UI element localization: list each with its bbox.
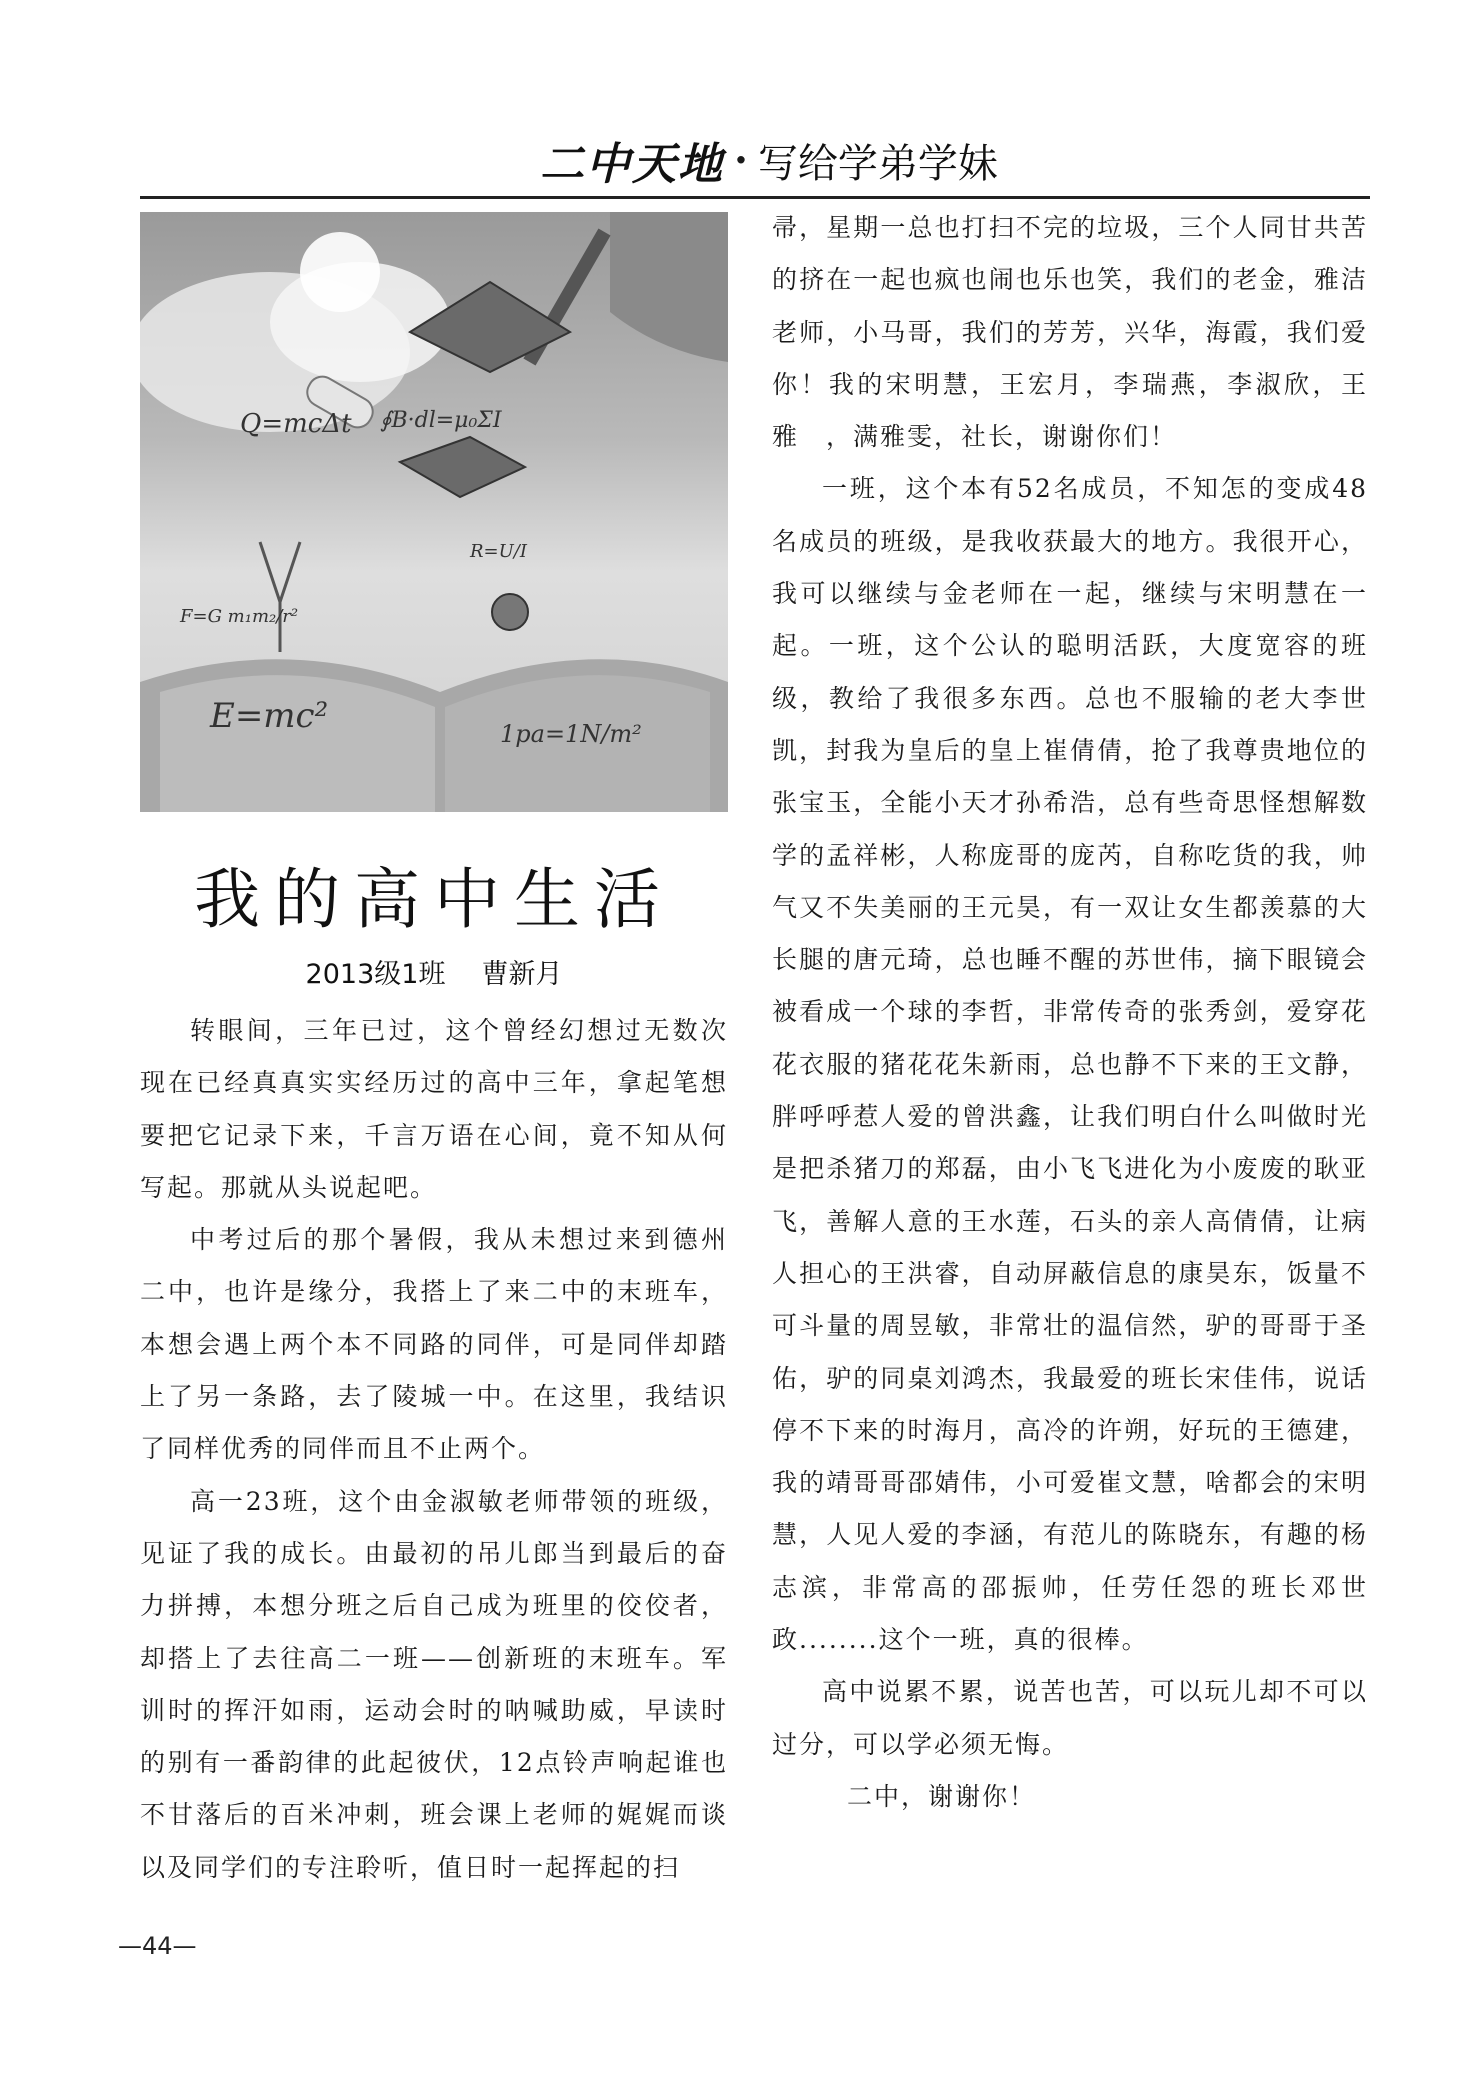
paragraph-arrival: 中考过后的那个暑假，我从未想过来到德州二中，也许是缘分，我搭上了来二中的末班车，本想会遇上两个本不同路的同伴，可是同伴却踏上了另一条路，去了陵城一中。在这里，我结识了同样优秀的同伴而且不止两个。 — [140, 1225, 728, 1464]
formula-ampere: ∮B·dl=μ₀ΣI — [380, 408, 502, 433]
right-column — [772, 202, 1368, 1823]
formula-heat: Q=mcΔt — [240, 409, 352, 439]
left-column — [140, 1005, 728, 1894]
paragraph-continuation: 帚，星期一总也打扫不完的垃圾，三个人同甘共苦的挤在一起也疯也闹也乐也笑，我们的老金，雅洁老师，小马哥，我们的芳芳，兴华，海霞，我们爱你！我的宋明慧，王宏月，李瑞燕，李淑欣，王雅 ，满雅雯，社长，谢谢你们！ — [772, 213, 1368, 452]
paragraph-intro: 转眼间，三年已过，这个曾经幻想过无数次现在已经真真实实经历过的高中三年，拿起笔想要把它记录下来，千言万语在心间，竟不知从何写起。那就从头说起吧。 — [140, 1016, 728, 1202]
formula-resistance: R=U/I — [470, 541, 527, 562]
author-class: 2013级1班 — [305, 959, 446, 990]
formula-energy: E=mc² — [210, 696, 329, 736]
author-name: 曹新月 — [481, 959, 563, 990]
page-header — [540, 132, 1060, 188]
header-separator: · — [734, 136, 748, 184]
article-byline — [140, 952, 728, 991]
article-title: 我的高中生活 — [194, 861, 674, 938]
formula-gravity: F=G m₁m₂/r² — [180, 606, 299, 627]
paragraph-class1: 一班，这个本有52名成员，不知怎的变成48名成员的班级，是我收获最大的地方。我很开心，我可以继续与金老师在一起，继续与宋明慧在一起。一班，这个公认的聪明活跃，大度宽容的班级，教给了我很多东西。总也不服输的老大李世凯，封我为皇后的皇上崔倩倩，抢了我尊贵地位的张宝玉，全能小天才孙希浩，总有些奇思怪想解数学的孟祥彬，人称庞哥的庞芮，自称吃货的我，帅气又不失美丽的王元昊，有一双让女生都羡慕的大长腿的唐元琦，总也睡不醒的苏世伟，摘下眼镜会被看成一个球的李哲，非常传奇的张秀剑，爱穿花花衣服的猪花花朱新雨，总也静不下来的王文静，胖呼呼惹人爱的曾洪鑫，让我们明白什么叫做时光是把杀猪刀的郑磊，由小飞飞进化为小废废的耿亚飞，善解人意的王水莲，石头的亲人高倩倩，让病人担心的王洪睿，自动屏蔽信息的康昊东，饭量不可斗量的周昱敏，非常壮的温信然，驴的哥哥于圣佑，驴的同桌刘鸿杰，我最爱的班长宋佳伟，说话停不下来的时海月，高冷的许朔，好玩的王德建，我的靖哥哥邵婧伟，小可爱崔文慧，啥都会的宋明慧，人见人爱的李涵，有范儿的陈晓东，有趣的杨志滨，非常高的邵振帅，任劳任怨的班长邓世政........这个一班，真的很棒。 — [772, 474, 1368, 1655]
article-illustration — [140, 212, 728, 812]
paragraph-class23: 高一23班，这个由金淑敏老师带领的班级，见证了我的成长。由最初的吊儿郎当到最后的奋力拼搏，本想分班之后自己成为班里的佼佼者，却搭上了去往高二一班——创新班的末班车。军训时的挥汗如雨，运动会时的呐喊助威，早读时的别有一番韵律的此起彼伏，12点铃声响起谁也不甘落后的百米冲刺，班会课上老师的娓娓而谈以及同学们的专注聆听，值日时一起挥起的扫 — [140, 1486, 728, 1882]
section-title: 写给学弟学妹 — [757, 140, 998, 187]
page-number: —44— — [118, 1932, 197, 1960]
paragraph-reflection: 高中说累不累，说苦也苦，可以玩儿却不可以过分，可以学必须无悔。 — [772, 1677, 1368, 1759]
magazine-logo: 二中天地 — [540, 139, 724, 190]
closing-line: 二中，谢谢你！ — [847, 1781, 1037, 1811]
formula-pressure: 1pa=1N/m² — [500, 720, 642, 748]
header-divider — [140, 196, 1370, 199]
